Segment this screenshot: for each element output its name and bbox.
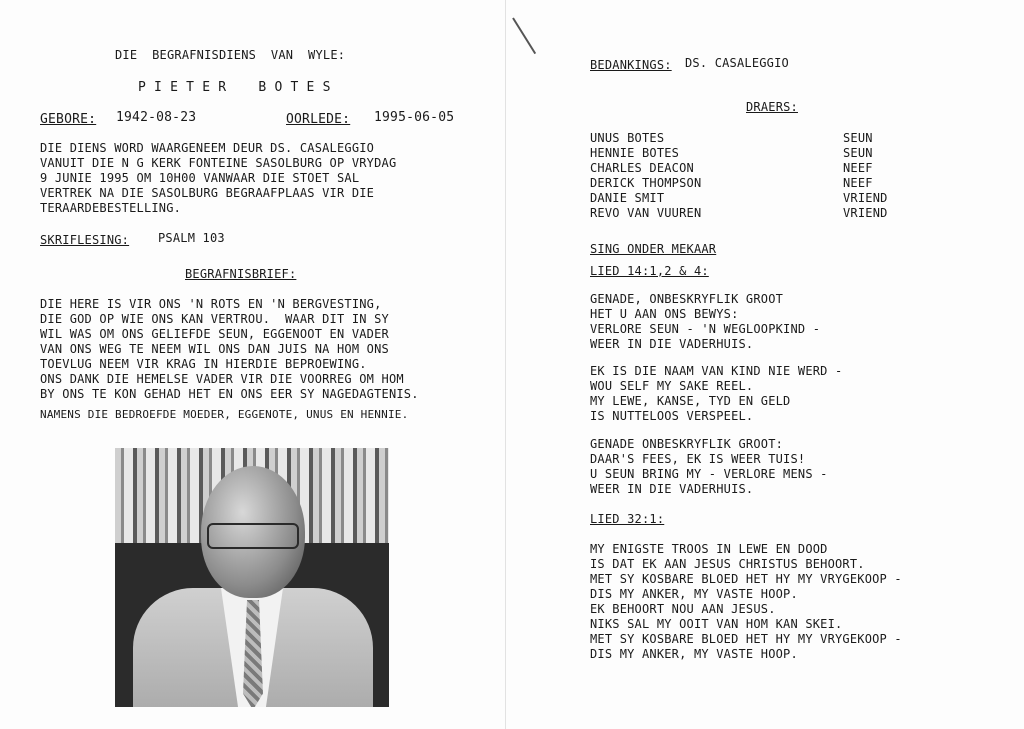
bearer-relation: NEEF <box>843 176 873 190</box>
page-title: DIE BEGRAFNISDIENS VAN WYLE: <box>115 48 346 62</box>
bearer-name: DANIE SMIT <box>590 191 665 205</box>
letter-line: DIE GOD OP WIE ONS KAN VERTROU. WAAR DIT IN SY <box>40 312 389 326</box>
bearer-relation: SEUN <box>843 131 873 145</box>
hymn1-line: WEER IN DIE VADERHUIS. <box>590 337 754 351</box>
hymn1-line: U SEUN BRING MY - VERLORE MENS - <box>590 467 828 481</box>
hymn1-line: GENADE ONBESKRYFLIK GROOT: <box>590 437 784 451</box>
hymn1-line: VERLORE SEUN - 'N WEGLOOPKIND - <box>590 322 821 336</box>
bearer-relation: VRIEND <box>843 206 888 220</box>
hymn1-line: MY LEWE, KANSE, TYD EN GELD <box>590 394 791 408</box>
hymn1-line: WEER IN DIE VADERHUIS. <box>590 482 754 496</box>
died-date: 1995-06-05 <box>374 110 455 125</box>
bearer-name: CHARLES DEACON <box>590 161 694 175</box>
hymn1-line: EK IS DIE NAAM VAN KIND NIE WERD - <box>590 364 843 378</box>
hymn1-line: WOU SELF MY SAKE REEL. <box>590 379 754 393</box>
hymn2-line: MET SY KOSBARE BLOED HET HY MY VRYGEKOOP - <box>590 572 902 586</box>
bearer-name: HENNIE BOTES <box>590 146 680 160</box>
letter-line: TOEVLUG NEEM VIR KRAG IN HIERDIE BEPROEWING. <box>40 357 367 371</box>
thanks-label: BEDANKINGS: <box>590 58 672 72</box>
hymn2-line: DIS MY ANKER, MY VASTE HOOP. <box>590 647 798 661</box>
hymn1-line: DAAR'S FEES, EK IS WEER TUIS! <box>590 452 806 466</box>
hymn2-line: MET SY KOSBARE BLOED HET HY MY VRYGEKOOP - <box>590 632 902 646</box>
hymn2-line: MY ENIGSTE TROOS IN LEWE EN DOOD <box>590 542 828 556</box>
service-line: DIE DIENS WORD WAARGENEEM DEUR DS. CASALEGGIO <box>40 141 375 155</box>
born-date: 1942-08-23 <box>116 110 197 125</box>
bearer-relation: SEUN <box>843 146 873 160</box>
signature: NAMENS DIE BEDROEFDE MOEDER, EGGENOTE, UNUS EN HENNIE. <box>40 408 409 421</box>
hymn1-line: HET U AAN ONS BEWYS: <box>590 307 739 321</box>
hymn2-line: NIKS SAL MY OOIT VAN HOM KAN SKEI. <box>590 617 843 631</box>
right-page <box>505 0 1024 729</box>
sing-title: SING ONDER MEKAAR <box>590 242 717 256</box>
hymn2-line: DIS MY ANKER, MY VASTE HOOP. <box>590 587 798 601</box>
bearer-relation: NEEF <box>843 161 873 175</box>
letter-title: BEGRAFNISBRIEF: <box>185 267 297 281</box>
hymn2-title: LIED 32:1: <box>590 512 665 526</box>
bearer-name: REVO VAN VUUREN <box>590 206 702 220</box>
hymn2-line: IS DAT EK AAN JESUS CHRISTUS BEHOORT. <box>590 557 865 571</box>
deceased-name: P I E T E R B O T E S <box>138 80 331 95</box>
reading-label: SKRIFLESING: <box>40 233 130 247</box>
bearer-name: UNUS BOTES <box>590 131 665 145</box>
died-label: OORLEDE: <box>286 112 351 127</box>
hymn1-title: LIED 14:1,2 & 4: <box>590 264 709 278</box>
service-line: 9 JUNIE 1995 OM 10H00 VANWAAR DIE STOET SAL <box>40 171 360 185</box>
hymn1-line: GENADE, ONBESKRYFLIK GROOT <box>590 292 784 306</box>
portrait-photo <box>115 448 389 707</box>
born-label: GEBORE: <box>40 112 97 127</box>
letter-line: WIL WAS OM ONS GELIEFDE SEUN, EGGENOOT EN VADER <box>40 327 389 341</box>
hymn1-line: IS NUTTELOOS VERSPEEL. <box>590 409 754 423</box>
bearers-title: DRAERS: <box>746 100 798 114</box>
hymn2-line: EK BEHOORT NOU AAN JESUS. <box>590 602 776 616</box>
bearer-relation: VRIEND <box>843 191 888 205</box>
service-line: VERTREK NA DIE SASOLBURG BEGRAAFPLAAS VIR DIE <box>40 186 375 200</box>
letter-line: VAN ONS WEG TE NEEM WIL ONS DAN JUIS NA HOM ONS <box>40 342 389 356</box>
bearer-name: DERICK THOMPSON <box>590 176 702 190</box>
service-line: TERAARDEBESTELLING. <box>40 201 182 215</box>
service-line: VANUIT DIE N G KERK FONTEINE SASOLBURG OP VRYDAG <box>40 156 397 170</box>
thanks-value: DS. CASALEGGIO <box>685 56 789 70</box>
letter-line: BY ONS TE KON GEHAD HET EN ONS EER SY NAGEDAGTENIS. <box>40 387 419 401</box>
letter-line: DIE HERE IS VIR ONS 'N ROTS EN 'N BERGVESTING, <box>40 297 382 311</box>
reading-value: PSALM 103 <box>158 231 225 245</box>
letter-line: ONS DANK DIE HEMELSE VADER VIR DIE VOORREG OM HOM <box>40 372 404 386</box>
left-page <box>0 0 505 729</box>
glasses <box>207 523 299 549</box>
